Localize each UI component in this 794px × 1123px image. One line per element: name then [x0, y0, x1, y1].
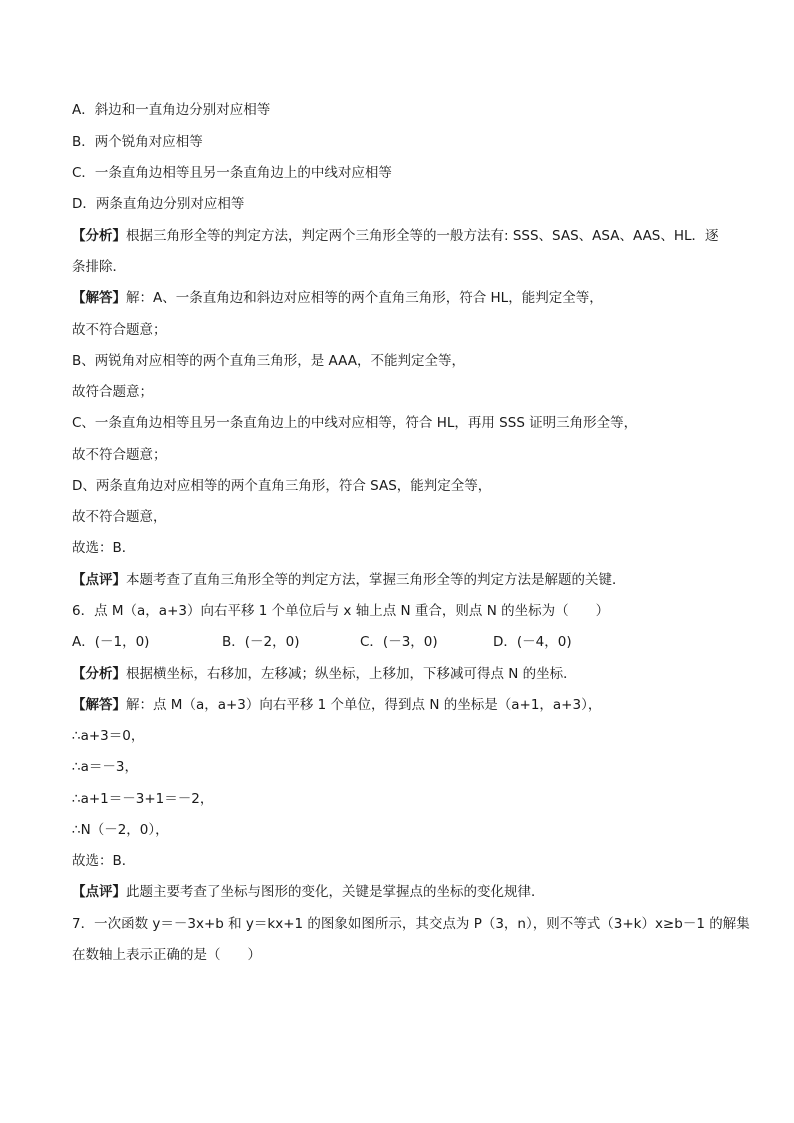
- q6-solution-line3: ∴a＝－3，: [72, 759, 138, 775]
- q6-solution-line5: ∴N（－2，0），: [72, 822, 169, 838]
- q6-option-b: B．(－2，0): [222, 634, 300, 650]
- q5-solution-line3: B、两锐角对应相等的两个直角三角形，是 AAA，不能判定全等，: [72, 353, 466, 369]
- analysis-text: 根据三角形全等的判定方法，判定两个三角形全等的一般方法有: SSS、SAS、ASA、AAS、HL．逐: [126, 228, 719, 244]
- q5-analysis-line1: [72, 226, 734, 246]
- q7-stem-line2: 在数轴上表示正确的是（ ）: [72, 947, 261, 963]
- solution-tag: 【解答】: [72, 290, 126, 306]
- q6-analysis: [72, 664, 734, 684]
- q5-solution-line9: 故选：B．: [72, 540, 136, 556]
- comment-text: 本题考查了直角三角形全等的判定方法，掌握三角形全等的判定方法是解题的关键．: [126, 572, 626, 588]
- q5-option-a: A．斜边和一直角边分别对应相等: [72, 102, 271, 118]
- q6-option-a: A．(－1，0): [72, 634, 150, 650]
- q6-solution-line6: 故选：B．: [72, 853, 136, 869]
- q6-comment: [72, 882, 734, 902]
- analysis-tag: 【分析】: [72, 228, 126, 244]
- solution-text: 解：点 M（a，a+3）向右平移 1 个单位，得到点 N 的坐标是（a+1，a+3），: [126, 697, 602, 713]
- comment-tag: 【点评】: [72, 572, 126, 588]
- q6-solution-line4: ∴a+1＝－3+1＝－2，: [72, 791, 214, 807]
- q5-analysis-line2: 条排除．: [72, 259, 126, 275]
- q7-stem-line1: 7．一次函数 y＝－3x+b 和 y＝kx+1 的图象如图所示，其交点为 P（3，n），则不等式（3+k）x≥b－1 的解集: [72, 916, 750, 932]
- q5-solution-line2: 故不符合题意；: [72, 322, 167, 338]
- comment-tag: 【点评】: [72, 884, 126, 900]
- q5-solution-line8: 故不符合题意，: [72, 509, 167, 525]
- comment-text: 此题主要考查了坐标与图形的变化，关键是掌握点的坐标的变化规律．: [126, 884, 545, 900]
- q5-solution-line5: C、一条直角边相等且另一条直角边上的中线对应相等，符合 HL，再用 SSS 证明三角形全等，: [72, 415, 638, 431]
- q5-solution-line4: 故符合题意；: [72, 384, 153, 400]
- q5-solution-line1: [72, 288, 734, 308]
- q5-solution-line6: 故不符合题意；: [72, 447, 167, 463]
- q6-solution-line1: [72, 695, 734, 715]
- analysis-text: 根据横坐标，右移加，左移减；纵坐标，上移加，下移减可得点 N 的坐标．: [126, 666, 577, 682]
- q6-stem: 6．点 M（a，a+3）向右平移 1 个单位后与 x 轴上点 N 重合，则点 N 的坐标为（ ）: [72, 603, 610, 619]
- solution-text: 解：A、一条直角边和斜边对应相等的两个直角三角形，符合 HL，能判定全等，: [126, 290, 603, 306]
- solution-tag: 【解答】: [72, 697, 126, 713]
- q6-option-d: D．(－4，0): [493, 634, 572, 650]
- q5-comment: [72, 570, 734, 590]
- q5-option-c: C．一条直角边相等且另一条直角边上的中线对应相等: [72, 165, 392, 181]
- analysis-tag: 【分析】: [72, 666, 126, 682]
- q5-solution-line7: D、两条直角边对应相等的两个直角三角形，符合 SAS，能判定全等，: [72, 478, 492, 494]
- q5-option-b: B．两个锐角对应相等: [72, 134, 203, 150]
- q6-options: [72, 632, 734, 652]
- q6-option-c: C．(－3，0): [360, 634, 438, 650]
- q6-solution-line2: ∴a+3＝0，: [72, 728, 145, 744]
- q5-option-d: D．两条直角边分别对应相等: [72, 196, 245, 212]
